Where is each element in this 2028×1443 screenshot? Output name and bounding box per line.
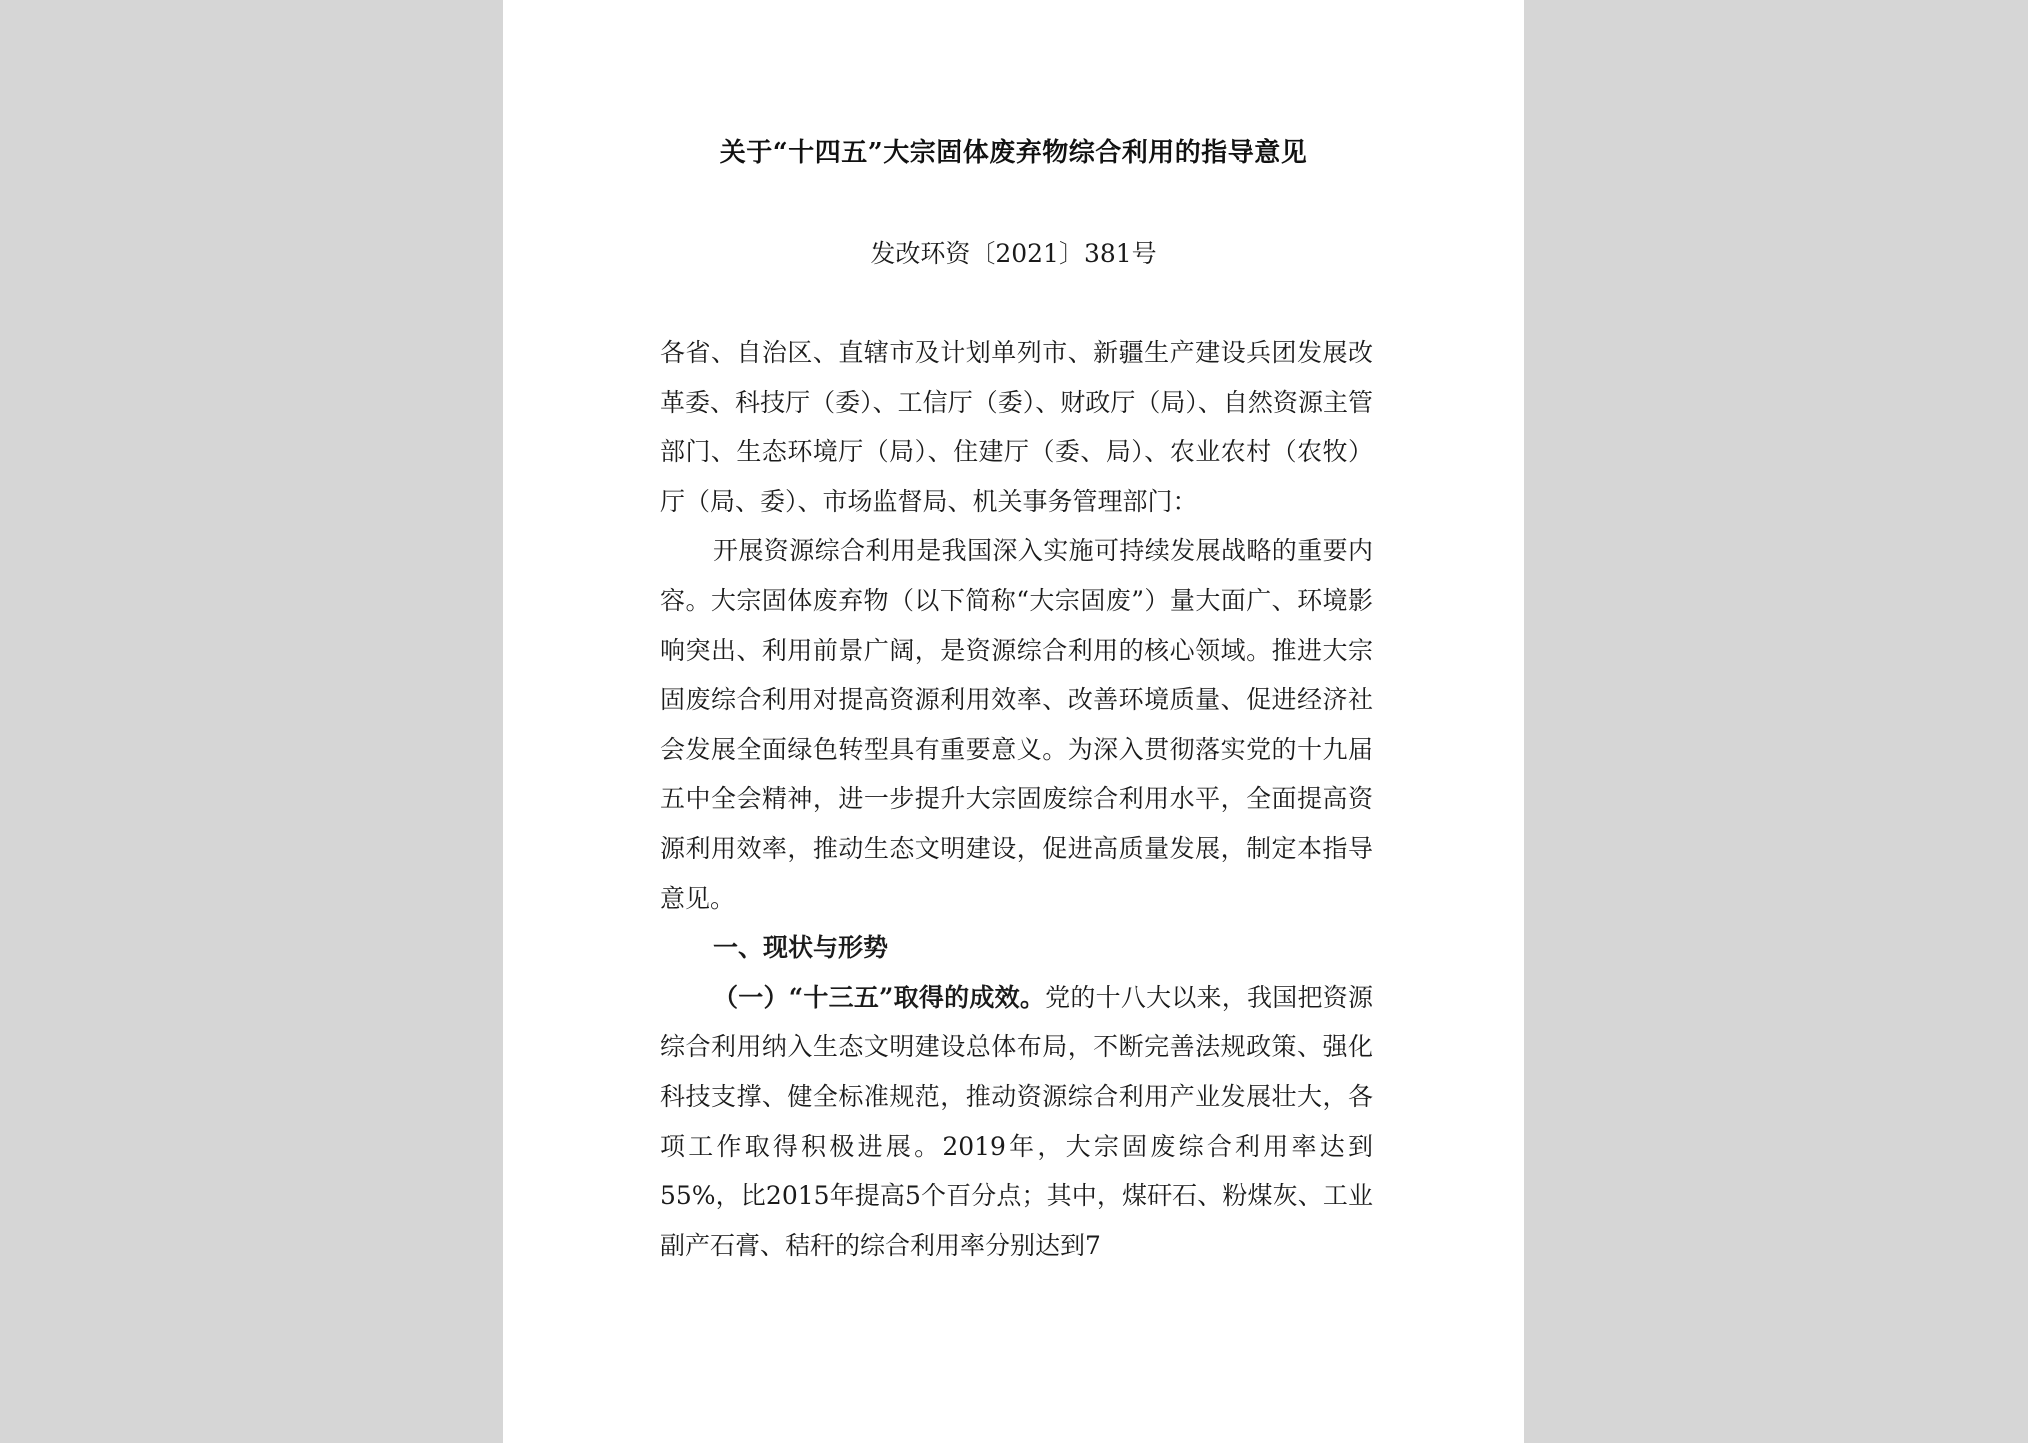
addressees-paragraph: 各省、自治区、直辖市及计划单列市、新疆生产建设兵团发展改革委、科技厅（委）、工信厅（委）、财政厅（局）、自然资源主管部门、生态环境厅（局）、住建厅（委、局）、农业农村（农牧）厅（局、委）、市场监督局、机关事务管理部门： <box>660 338 1373 516</box>
section-heading: 一、现状与形势 <box>713 933 889 963</box>
document-body <box>660 328 1373 1270</box>
subsection-text: 党的十八大以来，我国把资源综合利用纳入生态文明建设总体布局，不断完善法规政策、强化科技支撑、健全标准规范，推动资源综合利用产业发展壮大，各项工作取得积极进展。2019年，大宗固废综合利用率达到55%，比2015年提高5个百分点；其中，煤矸石、粉煤灰、工业副产石膏、秸秆的综合利用率分别达到7 <box>660 982 1373 1260</box>
document-number: 发改环资〔2021〕381号 <box>870 239 1157 268</box>
subsection-paragraph <box>660 973 1373 1271</box>
subsection-label: （一）“十三五”取得的成效。 <box>713 982 1046 1012</box>
document-page <box>503 0 1524 1443</box>
intro-paragraph: 开展资源综合利用是我国深入实施可持续发展战略的重要内容。大宗固体废弃物（以下简称“大宗固废”）量大面广、环境影响突出、利用前景广阔，是资源综合利用的核心领域。推进大宗固废综合利用对提高资源利用效率、改善环境质量、促进经济社会发展全面绿色转型具有重要意义。为深入贯彻落实党的十九届五中全会精神，进一步提升大宗固废综合利用水平，全面提高资源利用效率，推动生态文明建设，促进高质量发展，制定本指导意见。 <box>660 536 1373 913</box>
document-title: 关于“十四五”大宗固体废弃物综合利用的指导意见 <box>719 138 1308 168</box>
